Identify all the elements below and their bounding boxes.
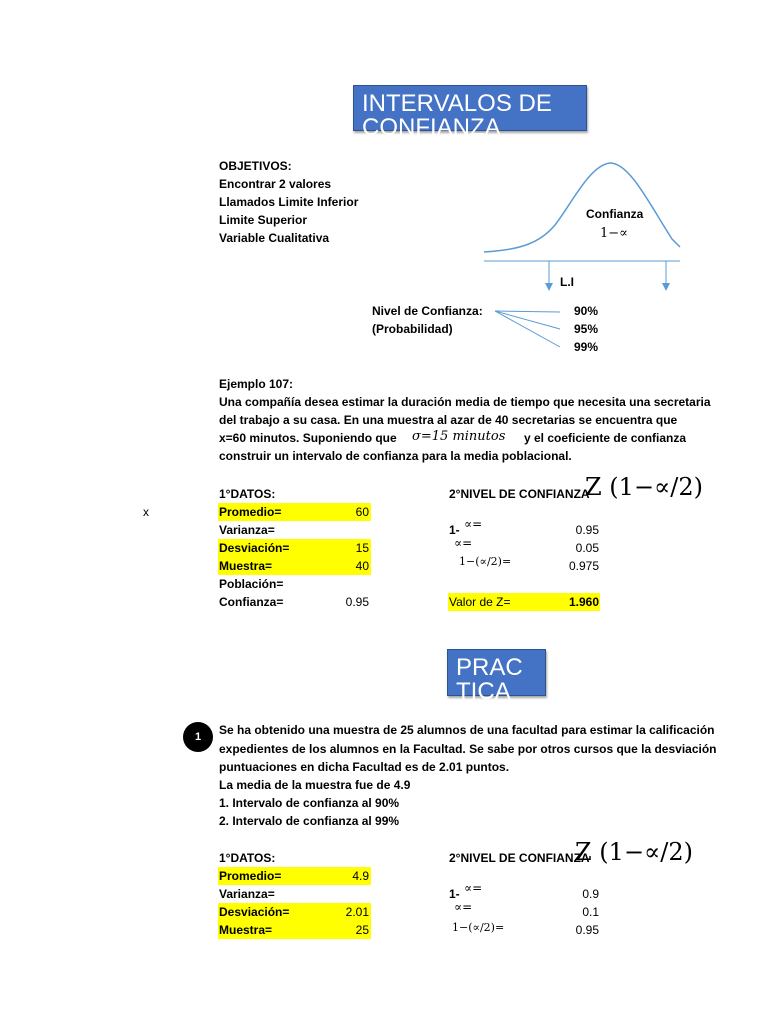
nivel1-value: 0.05	[575, 541, 599, 555]
title-banner: INTERVALOS DE CONFIANZA	[353, 85, 587, 131]
sigma-formula: σ=15 minutos	[412, 429, 506, 444]
li-arrow-head	[545, 283, 553, 291]
nivel2-heading: 2°NIVEL DE CONFIANZA	[449, 851, 590, 865]
ejemplo-line: construir un intervalo de confianza para la media poblacional.	[219, 449, 572, 463]
practica-banner: PRAC TICA	[447, 649, 546, 696]
half-alpha-formula: 1−(∝/2)=	[452, 921, 505, 934]
datos2-label: Muestra=	[219, 923, 273, 937]
problem-line: La media de la muestra fue de 4.9	[219, 778, 411, 792]
objetivo-line: Encontrar 2 valores	[219, 177, 332, 191]
z-formula: Z (1−∝/2)	[585, 473, 704, 501]
datos2-label: Desviación=	[219, 905, 290, 919]
nivel-label: Nivel de Confianza:	[372, 304, 483, 318]
ejemplo-line: y el coeficiente de confianza	[524, 431, 687, 445]
datos2-label: Promedio=	[219, 869, 282, 883]
alpha-symbol: ∝=	[454, 900, 473, 914]
objetivo-line: Llamados Limite Inferior	[219, 195, 359, 209]
datos1-value: 0.95	[345, 595, 369, 609]
ejemplo-line: x=60 minutos. Suponiendo que	[219, 431, 397, 445]
datos1-heading: 1°DATOS:	[219, 487, 276, 501]
alpha-symbol: ∝=	[464, 881, 483, 895]
nivel-connector-lines	[490, 305, 570, 355]
datos1-label: Desviación=	[219, 541, 290, 555]
datos1-label: Promedio=	[219, 505, 282, 519]
datos2-value: 4.9	[352, 869, 369, 883]
nivel-sub: (Probabilidad)	[372, 322, 453, 336]
normal-curve-diagram	[480, 155, 680, 295]
nivel2-value: 0.95	[575, 923, 599, 937]
z-value: 1.960	[568, 595, 599, 609]
curve-label-alpha: 1−∝	[600, 226, 628, 241]
nivel-value: 99%	[574, 340, 599, 354]
datos1-value: 15	[355, 541, 369, 555]
problem-number-badge: 1	[183, 722, 213, 752]
datos2-heading: 1°DATOS:	[219, 851, 276, 865]
nivel1-value: 0.95	[575, 523, 599, 537]
nivel-value: 90%	[574, 304, 599, 318]
datos2-label: Varianza=	[219, 887, 275, 901]
bell-curve	[484, 163, 680, 252]
ejemplo-line: Una compañía desea estimar la duración media de tiempo que necesita una secretaria	[219, 395, 711, 409]
problem-line: 1. Intervalo de confianza al 90%	[219, 796, 400, 810]
z-formula-2: Z (1−∝/2)	[575, 838, 694, 866]
objetivo-line: Limite Superior	[219, 213, 308, 227]
nivel2-value: 0.1	[582, 905, 599, 919]
problem-line: 2. Intervalo de confianza al 99%	[219, 814, 400, 828]
datos1-label: Población=	[219, 577, 284, 591]
alpha-symbol: ∝=	[464, 517, 483, 531]
datos1-value: 40	[355, 559, 369, 573]
objetivos-heading: OBJETIVOS:	[219, 159, 292, 173]
ejemplo-heading: Ejemplo 107:	[219, 377, 294, 391]
datos2-value: 2.01	[345, 905, 369, 919]
datos1-label: Varianza=	[219, 523, 275, 537]
datos1-label: Confianza=	[219, 595, 284, 609]
nivel2-label: 1-	[449, 887, 460, 901]
problem-line: Se ha obtenido una muestra de 25 alumnos de una facultad para estimar la calificación	[219, 723, 715, 737]
problem-line: expedientes de los alumnos en la Facultad. Se sabe por otros cursos que la desviación	[219, 742, 717, 756]
curve-label-li: L.I	[560, 275, 574, 289]
objetivo-line: Variable Cualitativa	[219, 231, 330, 245]
ls-arrow-head	[662, 283, 670, 291]
problem-line: puntuaciones en dicha Facultad es de 2.01 puntos.	[219, 760, 510, 774]
nivel2-value: 0.9	[582, 887, 599, 901]
nivel1-value: 0.975	[568, 559, 599, 573]
nivel1-label: 1-	[449, 523, 460, 537]
curve-label-confianza: Confianza	[586, 207, 644, 221]
half-alpha-formula: 1−(∝/2)=	[459, 555, 512, 568]
datos2-value: 25	[355, 923, 369, 937]
datos1-label: Muestra=	[219, 559, 273, 573]
datos1-value: 60	[355, 505, 369, 519]
ejemplo-line: del trabajo a su casa. En una muestra al azar de 40 secretarias se encuentra que	[219, 413, 678, 427]
x-marker: x	[143, 505, 149, 519]
nivel-value: 95%	[574, 322, 599, 336]
z-label: Valor de Z=	[449, 595, 511, 609]
alpha-symbol: ∝=	[454, 536, 473, 550]
nivel1-heading: 2°NIVEL DE CONFIANZA	[449, 487, 590, 501]
